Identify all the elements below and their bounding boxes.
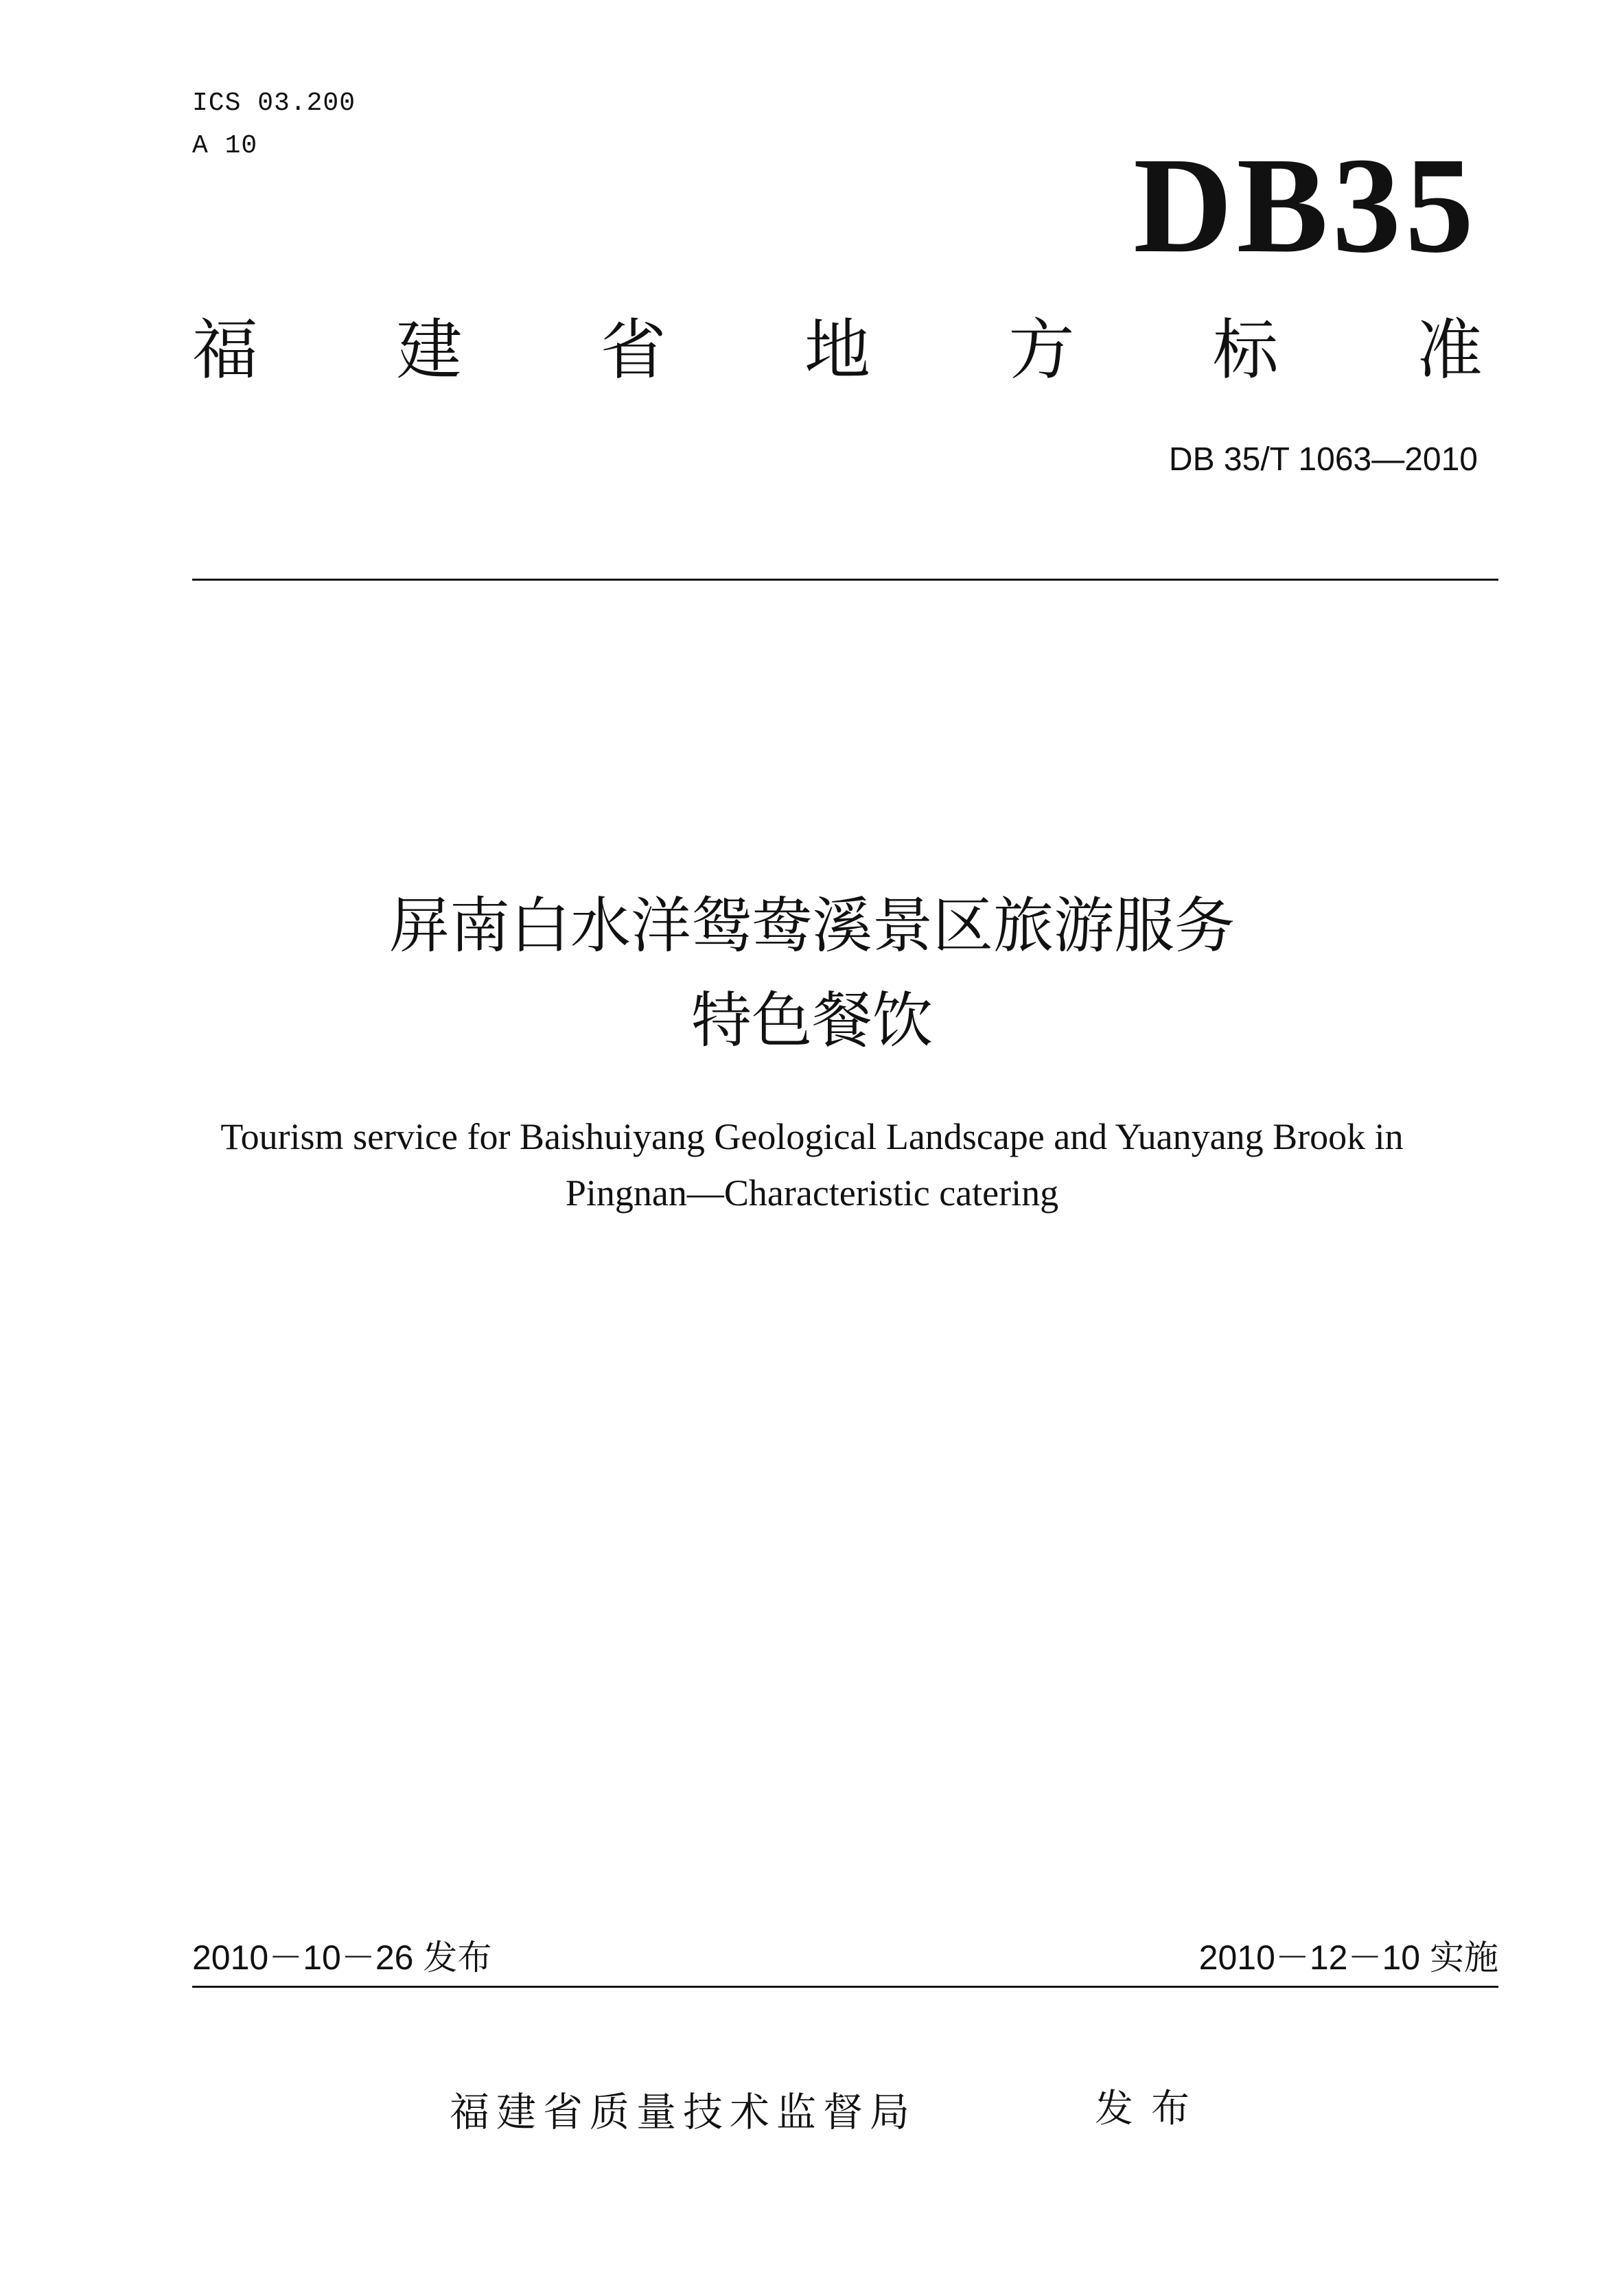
header-divider [192, 579, 1498, 581]
publisher-name: 福建省质量技术监督局 [450, 2089, 917, 2135]
standard-type-char: 建 [396, 312, 463, 389]
standard-type-heading [192, 312, 1483, 388]
db-code-logo: DB35 [1133, 130, 1478, 281]
classification-codes [192, 82, 356, 167]
chinese-title-line: 特色餐饮 [691, 985, 933, 1056]
standard-type-char: 准 [1416, 312, 1483, 389]
issue-date: 2010－10－26 发布 [192, 1938, 492, 1977]
ccs-code: A 10 [192, 131, 258, 161]
chinese-title [0, 879, 1624, 1068]
footer-divider [192, 1986, 1498, 1988]
english-title-line: Pingnan—Characteristic catering [565, 1172, 1059, 1214]
publish-label: 发布 [1095, 2087, 1207, 2131]
standard-type-char: 方 [1008, 312, 1075, 389]
chinese-title-line: 屏南白水洋鸳鸯溪景区旅游服务 [388, 890, 1235, 961]
standard-type-char: 福 [192, 312, 258, 389]
implementation-date: 2010－12－10 实施 [1198, 1938, 1498, 1977]
english-title [0, 1109, 1624, 1221]
english-title-line: Tourism service for Baishuiyang Geological Landscape and Yuanyang Brook in [220, 1116, 1404, 1157]
ics-code: ICS 03.200 [192, 89, 356, 118]
standard-type-char: 地 [804, 312, 870, 389]
standard-type-char: 标 [1212, 312, 1279, 389]
standard-type-char: 省 [600, 312, 666, 389]
standard-number: DB 35/T 1063—2010 [1168, 441, 1478, 478]
